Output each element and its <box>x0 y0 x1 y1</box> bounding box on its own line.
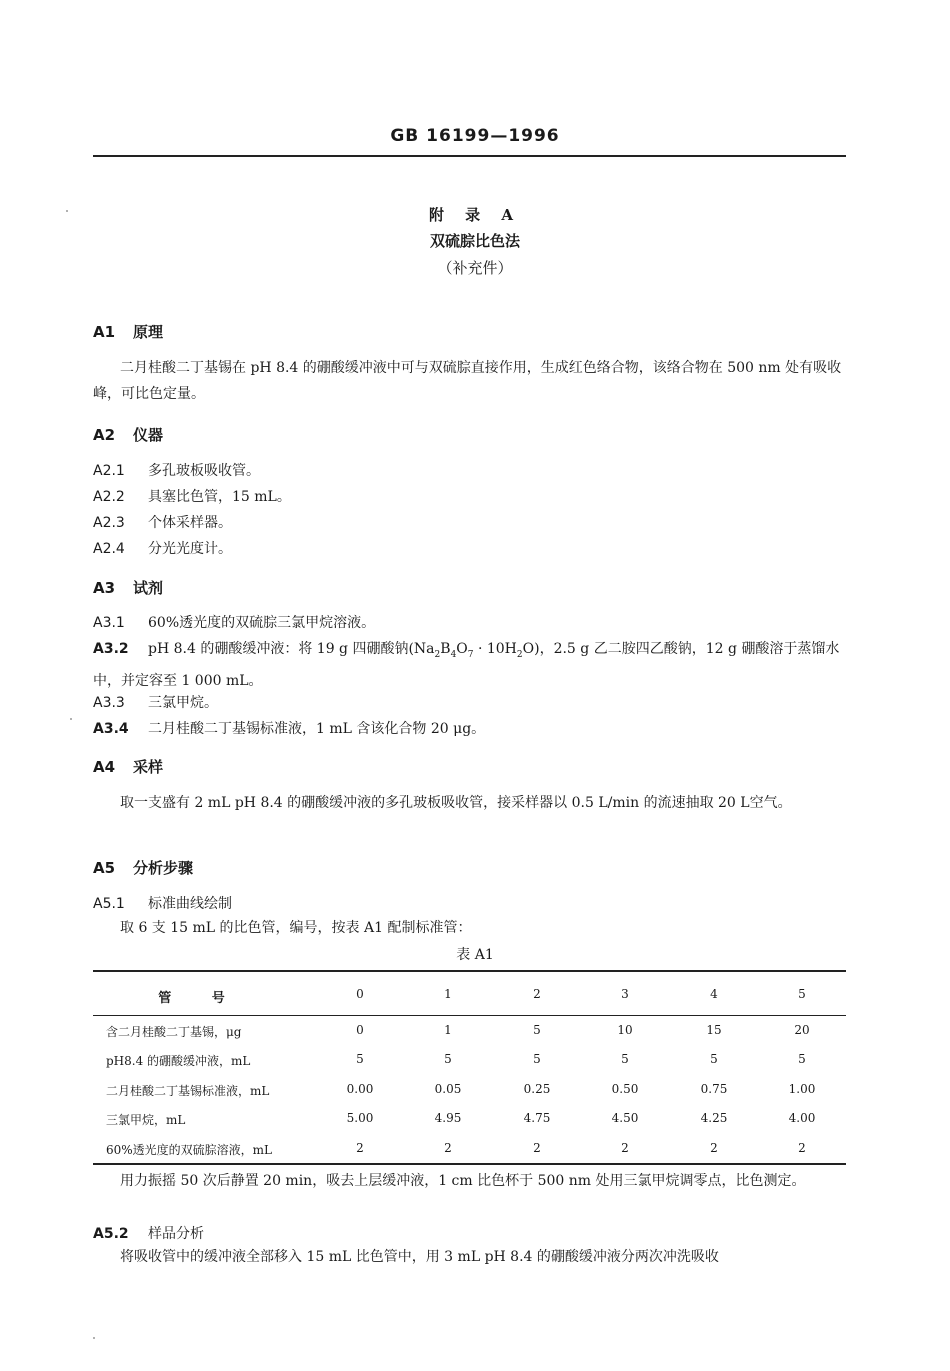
item-text: B <box>440 641 451 657</box>
table-header-rule <box>93 1015 846 1016</box>
section-title: 采样 <box>133 758 164 776</box>
section-number: A2 <box>93 426 116 444</box>
section-number: A3 <box>93 579 116 597</box>
item-text: 二月桂酸二丁基锡标准液，1 mL 含该化合物 20 μg。 <box>148 721 486 737</box>
item-text: 标准曲线绘制 <box>148 896 232 912</box>
table-cell: 10 <box>617 1023 633 1037</box>
item-text: 三氯甲烷。 <box>148 695 218 711</box>
table-header-cell: 3 <box>621 987 629 1001</box>
list-item <box>93 718 485 738</box>
scan-speck <box>70 718 72 720</box>
list-item <box>93 460 260 480</box>
item-text: 个体采样器。 <box>148 515 232 531</box>
standard-number: GB 16199—1996 <box>390 126 560 146</box>
item-text: O <box>456 641 468 657</box>
table-header-row <box>93 987 846 1011</box>
item-number: A2.1 <box>93 463 125 479</box>
paragraph-sample-analysis: 将吸收管中的缓冲液全部移入 15 mL 比色管中，用 3 mL pH 8.4 的硼酸缓冲液分两次冲洗吸收 <box>120 1249 719 1265</box>
paragraph-principle: 二月桂酸二丁基锡在 pH 8.4 的硼酸缓冲液中可与双硫腙直接作用，生成红色络合物，该络合物在 500 nm 处有吸收峰，可比色定量。 <box>93 360 842 402</box>
item-number: A2.4 <box>93 541 125 557</box>
table-header-cell: 1 <box>444 987 452 1001</box>
table-cell: 0.25 <box>523 1082 551 1096</box>
table-cell: 5 <box>533 1023 541 1037</box>
item-text: · 10H <box>473 641 517 657</box>
item-number: A2.2 <box>93 489 125 505</box>
subscript: 2 <box>516 649 523 660</box>
table-cell: 1 <box>444 1023 452 1037</box>
table-row <box>93 1052 846 1076</box>
table-cell: 4.95 <box>434 1111 462 1125</box>
table-row-label: pH8.4 的硼酸缓冲液，mL <box>106 1054 251 1068</box>
table-row <box>93 1111 846 1135</box>
header-divider <box>93 155 846 157</box>
list-item <box>93 1223 204 1243</box>
item-number: A3.2 <box>93 641 129 657</box>
list-item <box>93 486 291 506</box>
item-number: A2.3 <box>93 515 125 531</box>
section-heading-a4 <box>93 756 163 777</box>
table-cell: 2 <box>533 1141 541 1155</box>
section-title: 试剂 <box>133 579 164 597</box>
table-row-label: 含二月桂酸二丁基锡，μg <box>106 1025 242 1039</box>
section-heading-a5 <box>93 857 193 878</box>
table-cell: 4.00 <box>788 1111 816 1125</box>
item-text: 样品分析 <box>148 1226 204 1242</box>
table-cell: 2 <box>444 1141 452 1155</box>
section-number: A5 <box>93 859 116 877</box>
table-cell: 2 <box>621 1141 629 1155</box>
appendix-title: 双硫腙比色法 <box>429 232 520 250</box>
table-cell: 5 <box>444 1052 452 1066</box>
table-header-cell: 4 <box>710 987 718 1001</box>
section-title: 分析步骤 <box>133 859 194 877</box>
item-number: A3.1 <box>93 615 125 631</box>
section-heading-a3 <box>93 577 163 598</box>
table-cell: 5 <box>356 1052 364 1066</box>
subscript: 4 <box>450 649 457 660</box>
appendix-note: （补充件） <box>437 259 513 277</box>
paragraph-measurement: 用力振摇 50 次后静置 20 min，吸去上层缓冲液，1 cm 比色杯于 500 nm 处用三氯甲烷调零点，比色测定。 <box>120 1173 806 1189</box>
table-row-label: 60%透光度的双硫腙溶液，mL <box>106 1143 273 1157</box>
item-number: A5.1 <box>93 896 125 912</box>
table-cell: 1.00 <box>788 1082 816 1096</box>
table-cell: 15 <box>706 1023 722 1037</box>
table-header-cell: 0 <box>356 987 364 1001</box>
table-cell: 4.75 <box>523 1111 551 1125</box>
table-cell: 4.25 <box>700 1111 728 1125</box>
item-text: 具塞比色管，15 mL。 <box>148 489 291 505</box>
list-item-buffer <box>93 636 848 694</box>
paragraph-standard-curve: 取 6 支 15 mL 的比色管，编号，按表 A1 配制标准管： <box>120 920 472 936</box>
appendix-label: 附 录 A <box>428 206 522 224</box>
list-item <box>93 538 232 558</box>
list-item <box>93 692 218 712</box>
table-cell: 0.75 <box>700 1082 728 1096</box>
table-cell: 0 <box>356 1023 364 1037</box>
section-heading-a1 <box>93 321 163 342</box>
table-cell: 4.50 <box>611 1111 639 1125</box>
list-item <box>93 512 232 532</box>
table-cell: 2 <box>356 1141 364 1155</box>
table-row <box>93 1023 846 1047</box>
table-cell: 5 <box>710 1052 718 1066</box>
item-text: 60%透光度的双硫腙三氯甲烷溶液。 <box>148 615 376 631</box>
table-title: 表 A1 <box>456 947 494 963</box>
section-title: 仪器 <box>133 426 164 444</box>
item-number: A5.2 <box>93 1226 129 1242</box>
item-text: O)，2.5 g 乙二胺四乙酸钠，12 g 硼酸溶于蒸馏水中，并定容至 1 000 mL。 <box>93 641 840 689</box>
table-header-cell: 2 <box>533 987 541 1001</box>
table-cell: 5 <box>533 1052 541 1066</box>
list-item <box>93 612 375 632</box>
item-number: A3.4 <box>93 721 129 737</box>
table-row <box>93 1082 846 1106</box>
table-cell: 20 <box>794 1023 810 1037</box>
list-item <box>93 893 232 913</box>
item-number: A3.3 <box>93 695 125 711</box>
section-heading-a2 <box>93 424 163 445</box>
table-cell: 0.05 <box>434 1082 462 1096</box>
table-header-label: 管 号 <box>158 991 243 1006</box>
table-cell: 5 <box>621 1052 629 1066</box>
table-cell: 2 <box>798 1141 806 1155</box>
table-cell: 5 <box>798 1052 806 1066</box>
section-number: A1 <box>93 323 116 341</box>
scan-speck <box>93 1337 95 1339</box>
section-number: A4 <box>93 758 116 776</box>
table-cell: 0.50 <box>611 1082 639 1096</box>
scan-speck <box>66 210 68 212</box>
table-cell: 0.00 <box>346 1082 374 1096</box>
table-header-cell: 5 <box>798 987 806 1001</box>
item-text: 多孔玻板吸收管。 <box>148 463 260 479</box>
subscript: 2 <box>434 649 441 660</box>
item-text: pH 8.4 的硼酸缓冲液：将 19 g 四硼酸钠(Na <box>148 641 435 657</box>
table-row <box>93 1141 846 1165</box>
paragraph-sampling: 取一支盛有 2 mL pH 8.4 的硼酸缓冲液的多孔玻板吸收管，接采样器以 0.5 L/min 的流速抽取 20 L空气。 <box>120 795 792 811</box>
table-bottom-rule <box>93 1163 846 1165</box>
table-row-label: 三氯甲烷，mL <box>106 1113 186 1127</box>
table-cell: 2 <box>710 1141 718 1155</box>
item-text: 分光光度计。 <box>148 541 232 557</box>
table-top-rule <box>93 970 846 972</box>
section-title: 原理 <box>133 323 164 341</box>
subscript: 7 <box>467 649 474 660</box>
table-row-label: 二月桂酸二丁基锡标准液，mL <box>106 1084 270 1098</box>
table-cell: 5.00 <box>346 1111 374 1125</box>
